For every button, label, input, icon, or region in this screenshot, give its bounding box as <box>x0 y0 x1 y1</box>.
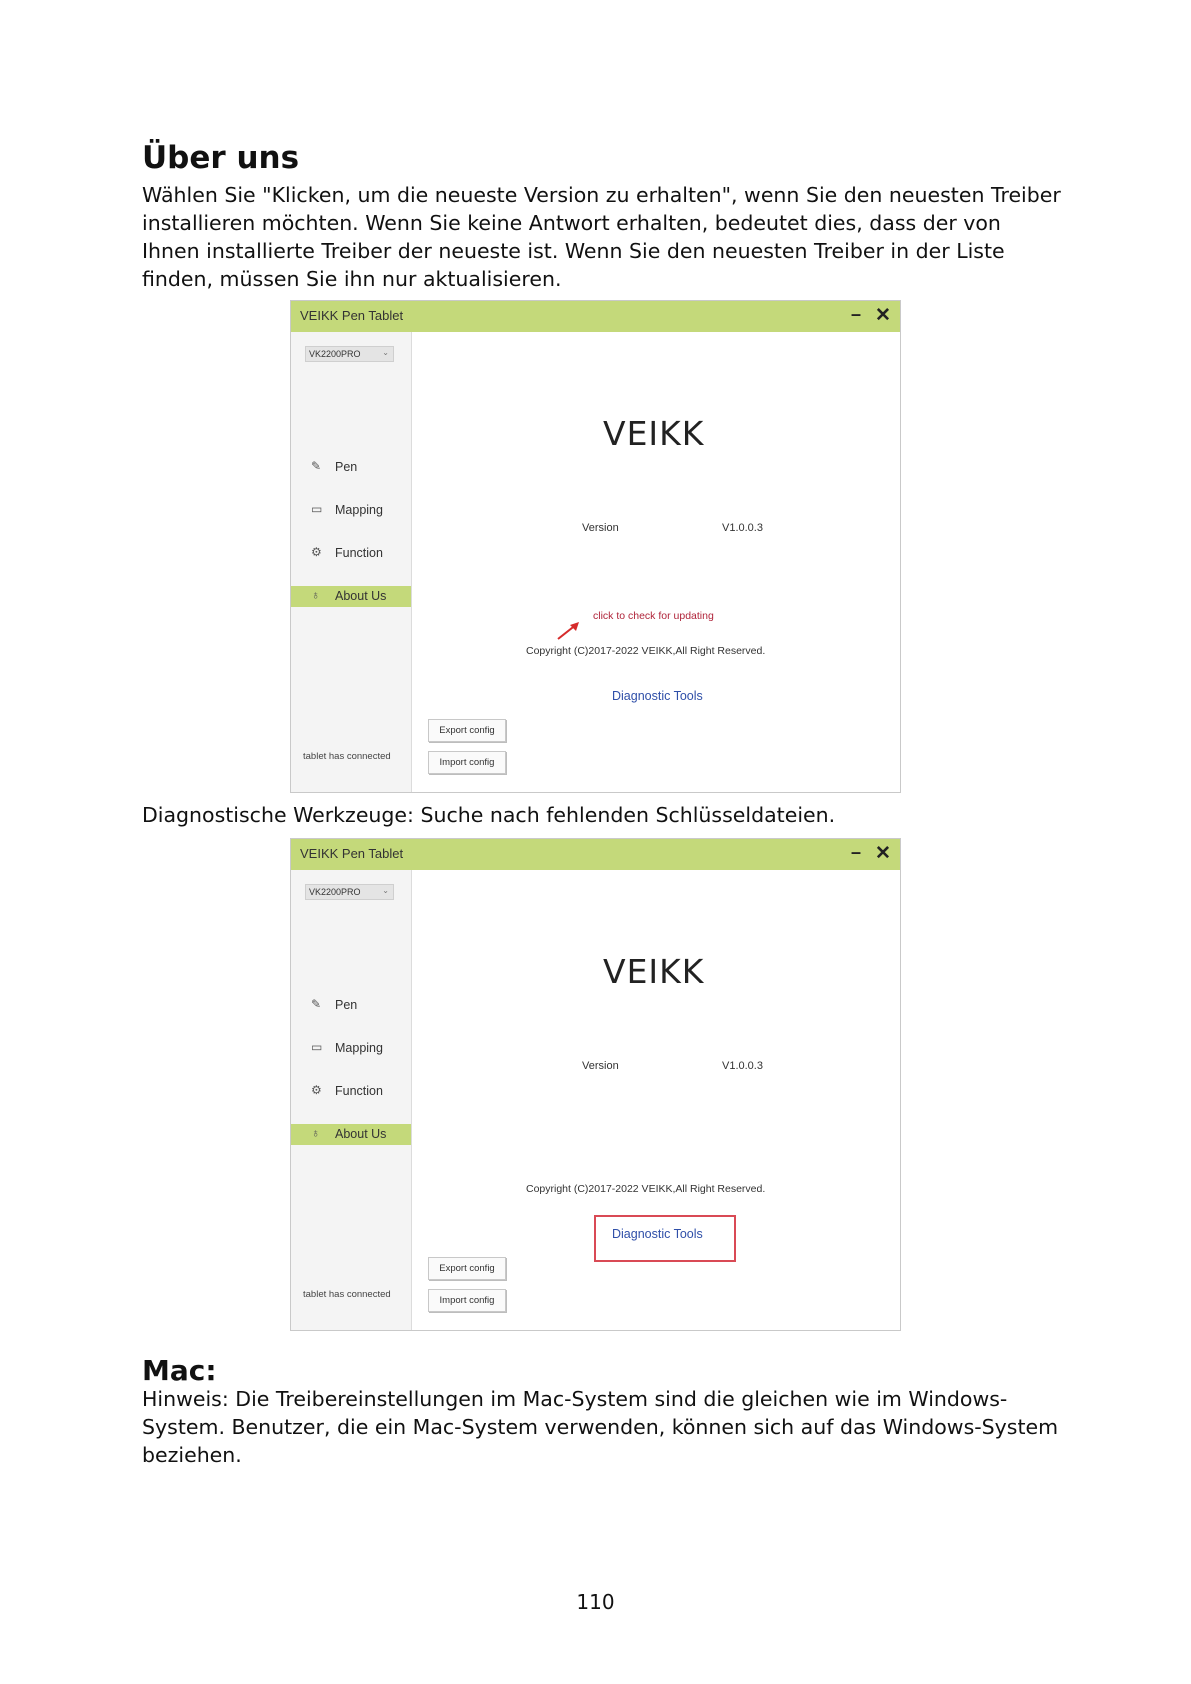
monitor-icon: ▭ <box>311 502 323 516</box>
diagnostic-caption: Diagnostische Werkzeuge: Suche nach fehlenden Schlüsseldateien. <box>142 803 836 827</box>
veikk-logo: VEIKK <box>603 414 705 453</box>
window-title: VEIKK Pen Tablet <box>300 308 404 323</box>
pen-icon: ✎ <box>311 997 322 1011</box>
veikk-logo: VEIKK <box>603 952 705 991</box>
section-heading-mac: Mac: <box>142 1354 217 1387</box>
about-panel <box>413 332 900 792</box>
window-title: VEIKK Pen Tablet <box>300 846 404 861</box>
sidebar-item-label: About Us <box>335 1127 387 1141</box>
lightbulb-icon: ♁ <box>311 588 320 602</box>
lightbulb-icon: ♁ <box>311 1126 320 1140</box>
title-bar <box>291 839 900 870</box>
sidebar-item-label: Mapping <box>335 503 383 517</box>
sidebar-item-label: Mapping <box>335 1041 383 1055</box>
sidebar-item-label: Function <box>335 1084 383 1098</box>
monitor-icon: ▭ <box>311 1040 323 1054</box>
sidebar-item-pen[interactable] <box>291 995 411 1016</box>
import-config-button[interactable]: Import config <box>428 751 506 774</box>
close-icon[interactable]: ✕ <box>875 305 891 326</box>
diagnostic-tools-link[interactable]: Diagnostic Tools <box>612 1227 703 1241</box>
section-heading-about: Über uns <box>142 140 300 176</box>
sidebar-item-mapping[interactable] <box>291 1038 411 1059</box>
close-icon[interactable]: ✕ <box>875 843 891 864</box>
device-select[interactable] <box>305 884 394 900</box>
sidebar <box>291 870 412 1330</box>
device-select[interactable] <box>305 346 394 362</box>
page-number: 110 <box>576 1590 615 1614</box>
title-bar <box>291 301 900 332</box>
version-value: V1.0.0.3 <box>722 1060 763 1072</box>
sidebar-item-label: About Us <box>335 589 387 603</box>
connection-status: tablet has connected <box>303 1289 391 1300</box>
version-label: Version <box>582 522 619 534</box>
chevron-down-icon: ⌄ <box>382 886 389 895</box>
check-update-link[interactable]: click to check for updating <box>593 610 714 622</box>
export-config-button[interactable]: Export config <box>428 1257 506 1280</box>
device-select-value: VK2200PRO <box>309 887 361 897</box>
minimize-icon[interactable]: – <box>851 304 862 324</box>
pen-icon: ✎ <box>311 459 322 473</box>
about-paragraph: Wählen Sie "Klicken, um die neueste Version zu erhalten", wenn Sie den neuesten Treiber installieren möchten. Wenn Sie keine Antwort erhalten, bedeutet dies, dass der von Ihnen installierte Treiber der neueste ist. Wenn Sie den neuesten Treiber in der Liste finden, müssen Sie ihn nur aktualisieren. <box>142 183 1061 291</box>
sidebar-item-pen[interactable] <box>291 457 411 478</box>
import-config-button[interactable]: Import config <box>428 1289 506 1312</box>
sidebar-item-label: Pen <box>335 998 358 1012</box>
sidebar-item-function[interactable] <box>291 1081 411 1102</box>
sidebar-item-about[interactable] <box>291 1124 411 1145</box>
app-window-screenshot-2 <box>290 838 901 1331</box>
copyright-text: Copyright (C)2017-2022 VEIKK,All Right Reserved. <box>526 1183 766 1195</box>
diagnostic-tools-link[interactable]: Diagnostic Tools <box>612 689 703 703</box>
copyright-text: Copyright (C)2017-2022 VEIKK,All Right Reserved. <box>526 645 766 657</box>
minimize-icon[interactable]: – <box>851 842 862 862</box>
mac-paragraph: Hinweis: Die Treibereinstellungen im Mac-System sind die gleichen wie im Windows-System. Benutzer, die ein Mac-System verwenden, können sich auf das Windows-System beziehen. <box>142 1387 1059 1467</box>
about-panel <box>413 870 900 1330</box>
version-value: V1.0.0.3 <box>722 522 763 534</box>
sidebar-item-label: Pen <box>335 460 358 474</box>
sidebar <box>291 332 412 792</box>
gear-icon: ⚙ <box>311 545 322 559</box>
sidebar-item-about[interactable] <box>291 586 411 607</box>
version-label: Version <box>582 1060 619 1072</box>
sidebar-item-label: Function <box>335 546 383 560</box>
arrow-annotation-icon <box>555 620 583 642</box>
sidebar-item-mapping[interactable] <box>291 500 411 521</box>
gear-icon: ⚙ <box>311 1083 322 1097</box>
app-window-screenshot-1 <box>290 300 901 793</box>
chevron-down-icon: ⌄ <box>382 348 389 357</box>
connection-status: tablet has connected <box>303 751 391 762</box>
sidebar-item-function[interactable] <box>291 543 411 564</box>
export-config-button[interactable]: Export config <box>428 719 506 742</box>
device-select-value: VK2200PRO <box>309 349 361 359</box>
